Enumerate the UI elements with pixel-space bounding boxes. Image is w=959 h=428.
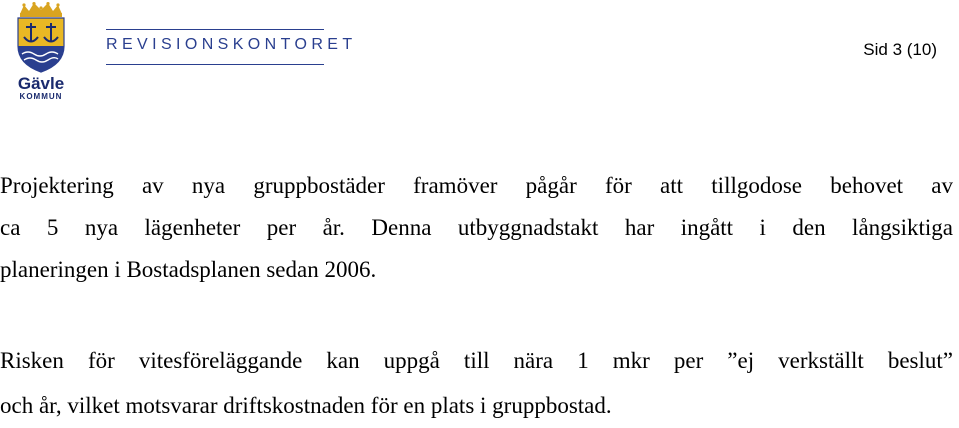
department-rule-bottom bbox=[106, 64, 324, 65]
department-name: REVISIONSKONTORET bbox=[106, 36, 357, 53]
organization-subtitle: KOMMUN bbox=[19, 92, 63, 100]
paragraph-1-line-3: planeringen i Bostadsplanen sedan 2006. bbox=[0, 257, 377, 282]
shield-icon bbox=[18, 18, 64, 72]
page-number: Sid 3 (10) bbox=[863, 40, 937, 59]
paragraph-2-line-1: Risken för vitesföreläggande kan uppgå till nära 1 mkr per ”ej verkställt beslut” bbox=[0, 348, 953, 373]
paragraph-2-line-2: och år, vilket motsvarar driftskostnaden för en plats i gruppbostad. bbox=[0, 393, 612, 418]
department-rule-top bbox=[106, 29, 324, 30]
paragraph-1 bbox=[0, 165, 959, 291]
paragraph-1-line-2: ca 5 nya lägenheter per år. Denna utbyggnadstakt har ingått i den långsiktiga bbox=[0, 215, 953, 240]
paragraph-1-line-1: Projektering av nya gruppbostäder framöver pågår för att tillgodose behovet av bbox=[0, 173, 953, 198]
organization-name: Gävle bbox=[17, 74, 65, 93]
page-header bbox=[0, 0, 959, 110]
paragraph-2 bbox=[0, 338, 959, 428]
crown-icon bbox=[20, 2, 62, 17]
gavle-kommun-logo bbox=[12, 2, 70, 100]
